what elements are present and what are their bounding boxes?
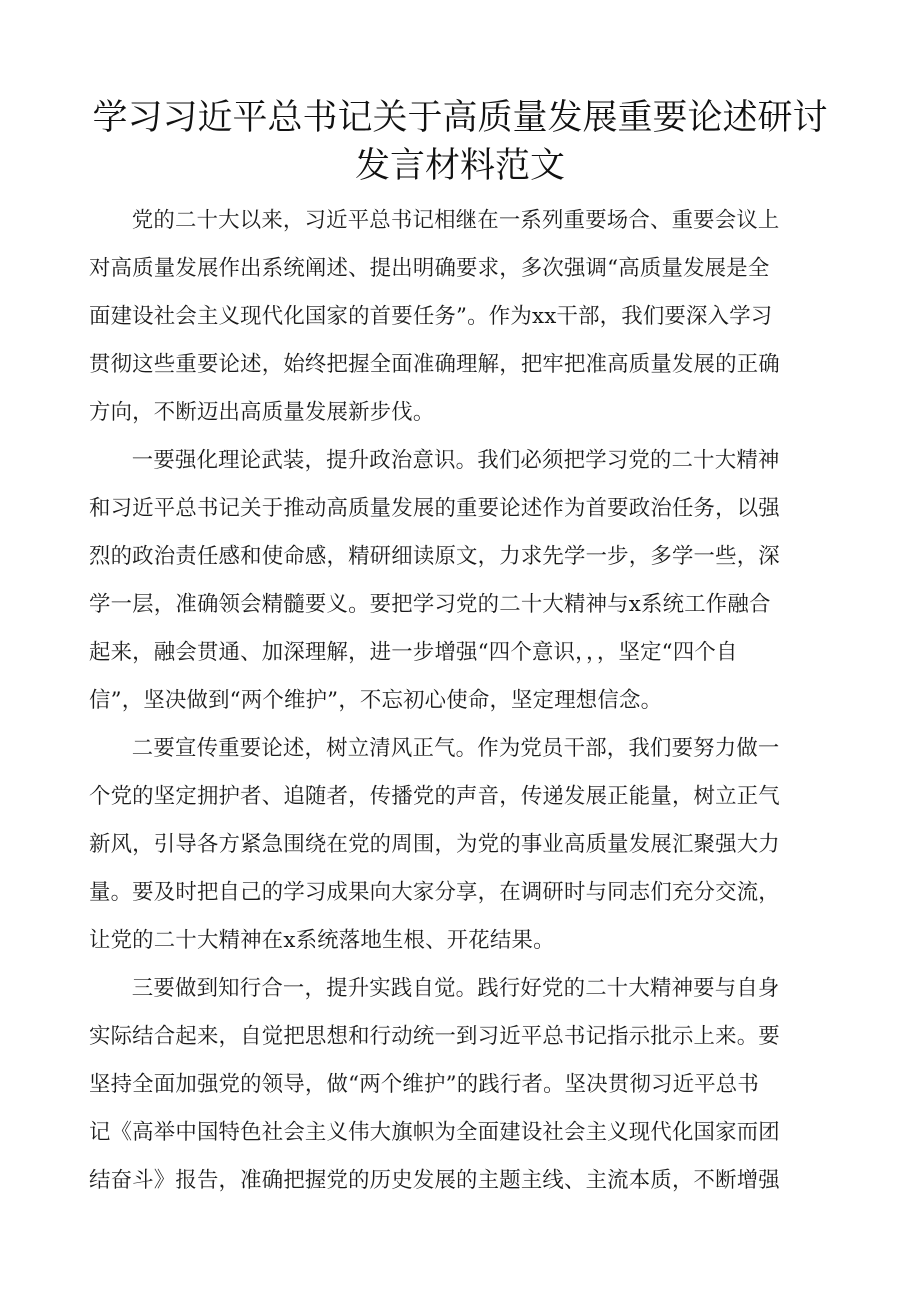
text-line: 党的二十大以来，习近平总书记相继在一系列重要场合、重要会议上 bbox=[131, 208, 780, 233]
text-line: 个党的坚定拥护者、追随者，传播党的声音，传递发展正能量，树立正气 bbox=[89, 784, 780, 809]
text-line: 学一层，准确领会精髓要义。要把学习党的二十大精神与x系统工作融合 bbox=[89, 592, 771, 617]
text-line: 烈的政治责任感和使命感，精研细读原文，力求先学一步，多学一些，深 bbox=[89, 544, 780, 569]
document-title bbox=[60, 94, 860, 190]
text-line: 记《高举中国特色社会主义伟大旗帜为全面建设社会主义现代化国家而团 bbox=[89, 1120, 780, 1145]
title-line: 学习习近平总书记关于高质量发展重要论述研讨 bbox=[92, 98, 828, 138]
title-line: 发言材料范文 bbox=[354, 146, 565, 186]
text-line: 起来，融会贯通、加深理解，进一步增强“四个意识，，，坚定“四个自 bbox=[89, 640, 738, 665]
paragraph-point-three bbox=[89, 965, 833, 1205]
text-line: 新风，引导各方紧急围绕在党的周围，为党的事业高质量发展汇聚强大力 bbox=[89, 832, 780, 857]
text-line: 让党的二十大精神在x系统落地生根、开花结果。 bbox=[89, 928, 555, 953]
text-line: 贯彻这些重要论述，始终把握全面准确理解，把牢把准高质量发展的正确 bbox=[89, 352, 780, 377]
text-line: 量。要及时把自己的学习成果向大家分享，在调研时与同志们充分交流， bbox=[89, 880, 780, 905]
document-body bbox=[89, 197, 833, 1205]
paragraph-point-one bbox=[89, 437, 833, 725]
text-line: 一要强化理论武装，提升政治意识。我们必须把学习党的二十大精神 bbox=[131, 448, 780, 473]
text-line: 二要宣传重要论述，树立清风正气。作为党员干部，我们要努力做一 bbox=[131, 736, 780, 761]
paragraph-point-two bbox=[89, 725, 833, 965]
text-line: 方向，不断迈出高质量发展新步伐。 bbox=[89, 400, 435, 425]
text-line: 面建设社会主义现代化国家的首要任务”。作为xx干部，我们要深入学习 bbox=[89, 304, 773, 329]
text-line: 结奋斗》报告，准确把握党的历史发展的主题主线、主流本质，不断增强 bbox=[89, 1168, 780, 1193]
text-line: 对高质量发展作出系统阐述、提出明确要求，多次强调“高质量发展是全 bbox=[89, 256, 770, 281]
text-line: 实际结合起来，自觉把思想和行动统一到习近平总书记指示批示上来。要 bbox=[89, 1024, 780, 1049]
paragraph-intro bbox=[89, 197, 833, 437]
text-line: 三要做到知行合一，提升实践自觉。践行好党的二十大精神要与自身 bbox=[131, 976, 780, 1001]
text-line: 坚持全面加强党的领导，做“两个维护”的践行者。坚决贯彻习近平总书 bbox=[89, 1072, 759, 1097]
text-line: 信”，坚决做到“两个维护”，不忘初心使命，坚定理想信念。 bbox=[89, 688, 663, 713]
text-line: 和习近平总书记关于推动高质量发展的重要论述作为首要政治任务，以强 bbox=[89, 496, 780, 521]
